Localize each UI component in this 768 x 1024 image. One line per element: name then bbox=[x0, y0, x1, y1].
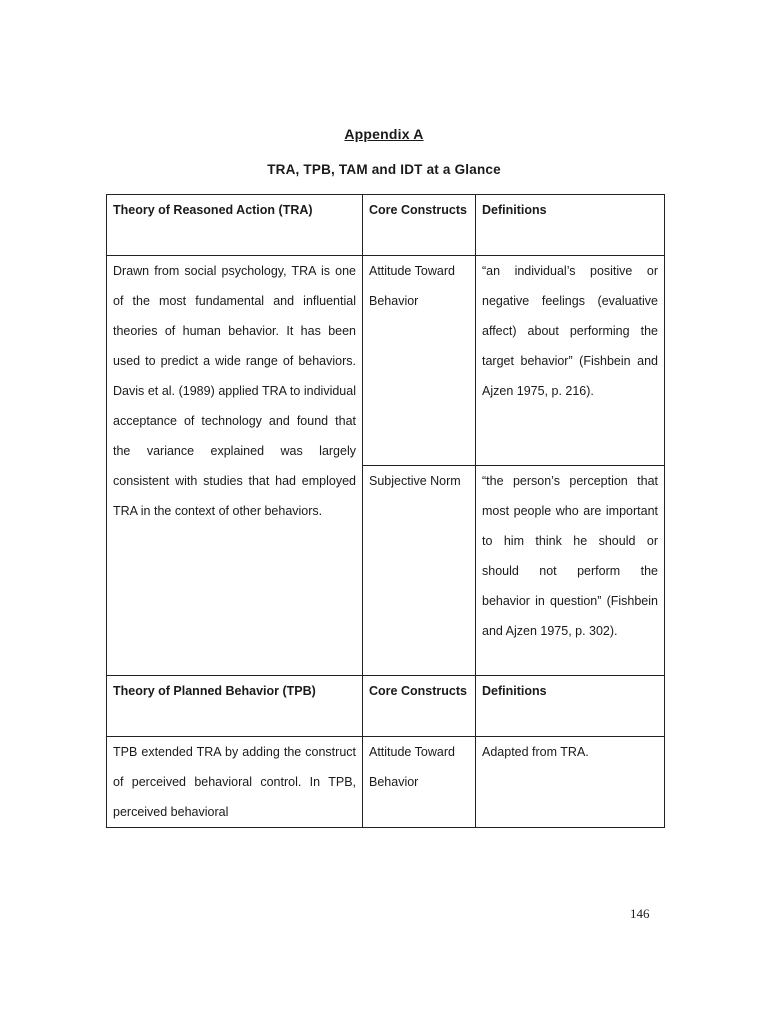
tra-theory-header: Theory of Reasoned Action (TRA) bbox=[107, 195, 363, 256]
page-number: 146 bbox=[630, 906, 650, 921]
tpb-definitions-header: Definitions bbox=[476, 676, 665, 737]
appendix-heading: Appendix A bbox=[344, 126, 424, 142]
tra-definition-subjective-norm: “the person’s perception that most people who are important to him think he should or should not perform the behavior in question” (Fishbein and Ajzen 1975, p. 302). bbox=[476, 466, 665, 676]
tra-description: Drawn from social psychology, TRA is one of the most fundamental and influential theories of human behavior. It has been used to predict a wide range of behaviors. Davis et al. (1989) applied TRA to individual acceptance of technology and found that the variance explained was largely consistent with studies that had employed TRA in the context of other behaviors. bbox=[107, 256, 363, 676]
tra-constructs-header: Core Constructs bbox=[363, 195, 476, 256]
tra-header-row bbox=[107, 195, 665, 256]
tra-definition-attitude: “an individual’s positive or negative feelings (evaluative affect) about performing the target behavior” (Fishbein and Ajzen 1975, p. 216). bbox=[476, 256, 665, 466]
tpb-construct-attitude: Attitude Toward Behavior bbox=[363, 737, 476, 828]
theories-table bbox=[106, 194, 665, 828]
tra-definitions-header: Definitions bbox=[476, 195, 665, 256]
tra-construct-subjective-norm: Subjective Norm bbox=[363, 466, 476, 676]
tpb-attitude-row bbox=[107, 737, 665, 828]
tra-attitude-row bbox=[107, 256, 665, 466]
tpb-description: TPB extended TRA by adding the construct of perceived behavioral control. In TPB, perceived behavioral bbox=[107, 737, 363, 828]
tpb-header-row bbox=[107, 676, 665, 737]
table-title: TRA, TPB, TAM and IDT at a Glance bbox=[267, 162, 501, 177]
tpb-definition-attitude: Adapted from TRA. bbox=[476, 737, 665, 828]
tpb-theory-header: Theory of Planned Behavior (TPB) bbox=[107, 676, 363, 737]
tpb-constructs-header: Core Constructs bbox=[363, 676, 476, 737]
tra-construct-attitude: Attitude Toward Behavior bbox=[363, 256, 476, 466]
